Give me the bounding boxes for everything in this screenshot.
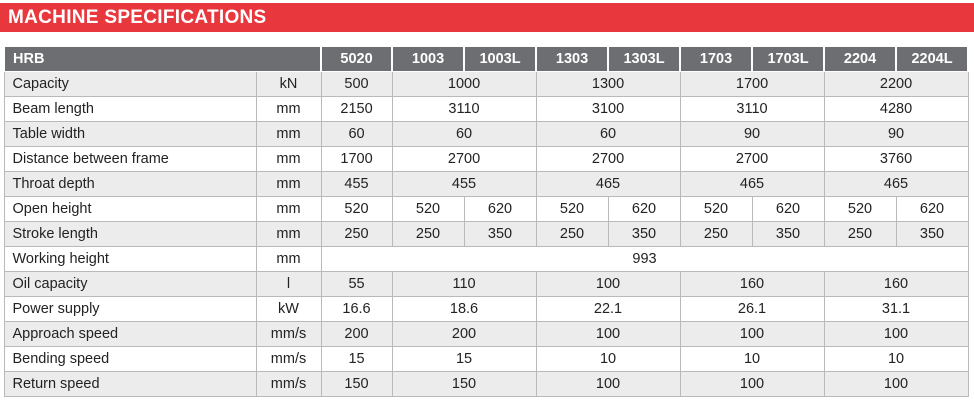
header-model-1703: 1703 [680,47,752,72]
table-row [4,172,968,197]
value-cell: 620 [896,197,968,222]
value-cell: 520 [392,197,464,222]
table-row [4,122,968,147]
row-label: Approach speed [4,322,256,347]
value-cell: 4280 [824,97,968,122]
row-label: Working height [4,247,256,272]
row-unit: l [256,272,321,297]
value-cell: 150 [392,372,536,397]
value-cell: 16.6 [321,297,392,322]
value-cell: 15 [392,347,536,372]
value-cell: 2700 [536,147,680,172]
table-row [4,372,968,397]
value-cell: 3110 [392,97,536,122]
value-cell: 620 [464,197,536,222]
value-cell: 26.1 [680,297,824,322]
value-cell: 500 [321,72,392,97]
value-cell: 110 [392,272,536,297]
value-cell: 55 [321,272,392,297]
value-cell: 15 [321,347,392,372]
value-cell: 250 [680,222,752,247]
value-cell: 455 [392,172,536,197]
header-model-1003: 1003 [392,47,464,72]
table-row [4,222,968,247]
row-label: Return speed [4,372,256,397]
value-cell: 2700 [392,147,536,172]
table-row [4,347,968,372]
value-cell: 520 [824,197,896,222]
value-cell: 100 [680,372,824,397]
row-label: Table width [4,122,256,147]
row-label: Stroke length [4,222,256,247]
row-unit: kN [256,72,321,97]
value-cell: 160 [824,272,968,297]
row-label: Throat depth [4,172,256,197]
table-body [4,72,968,397]
value-cell: 1700 [321,147,392,172]
row-unit: mm/s [256,347,321,372]
row-label: Distance between frame [4,147,256,172]
value-cell: 520 [536,197,608,222]
row-label: Beam length [4,97,256,122]
row-unit: mm/s [256,372,321,397]
value-cell: 350 [896,222,968,247]
value-cell: 160 [680,272,824,297]
row-unit: mm [256,97,321,122]
value-cell: 90 [680,122,824,147]
row-label: Capacity [4,72,256,97]
value-cell: 993 [321,247,968,272]
value-cell: 455 [321,172,392,197]
value-cell: 60 [536,122,680,147]
row-unit: mm/s [256,322,321,347]
section-title-banner: MACHINE SPECIFICATIONS [0,3,974,32]
table-row [4,72,968,97]
value-cell: 1000 [392,72,536,97]
value-cell: 465 [680,172,824,197]
row-label: Bending speed [4,347,256,372]
value-cell: 100 [824,322,968,347]
row-unit: mm [256,247,321,272]
row-label: Power supply [4,297,256,322]
value-cell: 350 [464,222,536,247]
value-cell: 100 [536,372,680,397]
value-cell: 250 [536,222,608,247]
value-cell: 250 [321,222,392,247]
table-row [4,322,968,347]
value-cell: 250 [824,222,896,247]
row-unit: mm [256,222,321,247]
table-row [4,297,968,322]
table-row [4,147,968,172]
value-cell: 10 [536,347,680,372]
value-cell: 520 [680,197,752,222]
row-unit: mm [256,197,321,222]
value-cell: 3110 [680,97,824,122]
header-model-5020: 5020 [321,47,392,72]
table-row [4,247,968,272]
value-cell: 620 [608,197,680,222]
value-cell: 31.1 [824,297,968,322]
value-cell: 90 [824,122,968,147]
value-cell: 350 [752,222,824,247]
value-cell: 100 [536,322,680,347]
value-cell: 3100 [536,97,680,122]
row-label: Oil capacity [4,272,256,297]
row-unit: mm [256,147,321,172]
header-model-2204: 2204 [824,47,896,72]
value-cell: 200 [392,322,536,347]
value-cell: 1300 [536,72,680,97]
value-cell: 2200 [824,72,968,97]
value-cell: 100 [680,322,824,347]
value-cell: 100 [536,272,680,297]
value-cell: 18.6 [392,297,536,322]
value-cell: 150 [321,372,392,397]
header-model-1703l: 1703L [752,47,824,72]
row-unit: mm [256,172,321,197]
table-row [4,97,968,122]
value-cell: 100 [824,372,968,397]
table-row [4,197,968,222]
header-model-1003l: 1003L [464,47,536,72]
value-cell: 10 [680,347,824,372]
value-cell: 10 [824,347,968,372]
value-cell: 1700 [680,72,824,97]
header-model-1303: 1303 [536,47,608,72]
value-cell: 350 [608,222,680,247]
header-model-2204l: 2204L [896,47,968,72]
row-unit: kW [256,297,321,322]
header-model-series: HRB [4,47,321,72]
value-cell: 465 [536,172,680,197]
value-cell: 2150 [321,97,392,122]
value-cell: 60 [321,122,392,147]
row-unit: mm [256,122,321,147]
value-cell: 22.1 [536,297,680,322]
value-cell: 465 [824,172,968,197]
value-cell: 200 [321,322,392,347]
table-row [4,272,968,297]
value-cell: 2700 [680,147,824,172]
value-cell: 60 [392,122,536,147]
value-cell: 520 [321,197,392,222]
table-header [4,47,968,72]
header-row [4,47,968,72]
specifications-table [3,46,969,397]
value-cell: 250 [392,222,464,247]
value-cell: 620 [752,197,824,222]
header-model-1303l: 1303L [608,47,680,72]
row-label: Open height [4,197,256,222]
value-cell: 3760 [824,147,968,172]
